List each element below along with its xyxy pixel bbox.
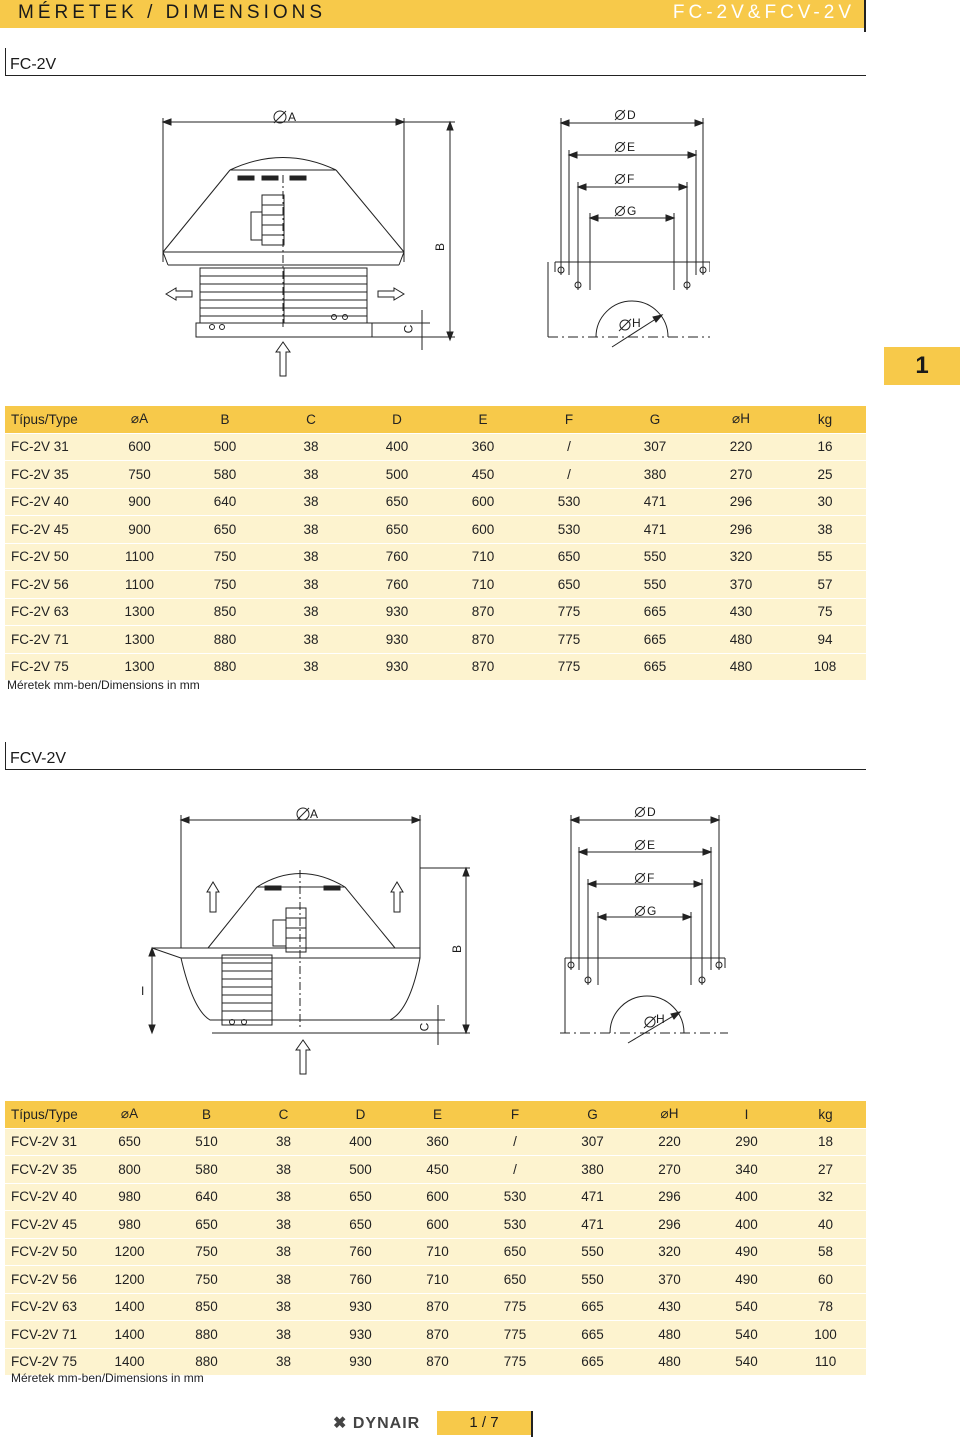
section-title-fcv: FCV-2V: [10, 750, 67, 767]
value-cell: 1200: [91, 1238, 168, 1266]
value-cell: /: [476, 1128, 554, 1156]
value-cell: 38: [268, 461, 354, 489]
value-cell: /: [526, 461, 612, 489]
value-cell: 38: [268, 543, 354, 571]
value-cell: 530: [476, 1211, 554, 1239]
section-title-fc: FC-2V: [10, 56, 57, 73]
value-cell: 500: [354, 461, 440, 489]
col-d: D: [354, 406, 440, 433]
value-cell: 775: [476, 1321, 554, 1349]
value-cell: 650: [322, 1183, 399, 1211]
col-g: G: [612, 406, 698, 433]
model-cell: FC-2V 56: [5, 571, 97, 599]
dim-label-g: G: [647, 904, 657, 918]
dim-label-e: E: [647, 838, 656, 852]
value-cell: 930: [354, 653, 440, 680]
value-cell: 760: [322, 1266, 399, 1294]
brand-logo: ✖ DYNAIR: [333, 1415, 421, 1432]
value-cell: 40: [785, 1211, 866, 1239]
table-header-row: [5, 1101, 866, 1128]
section-rule: [5, 769, 866, 770]
value-cell: 665: [612, 626, 698, 654]
value-cell: 650: [91, 1128, 168, 1156]
value-cell: /: [526, 433, 612, 461]
value-cell: 1400: [91, 1321, 168, 1349]
value-cell: 530: [526, 516, 612, 544]
model-cell: FC-2V 50: [5, 543, 97, 571]
value-cell: 650: [526, 571, 612, 599]
dim-label-d: D: [647, 805, 656, 819]
page-indicator: 1 / 7: [437, 1411, 531, 1435]
table-row: [5, 461, 866, 489]
dim-label-f: F: [627, 172, 635, 186]
value-cell: 400: [354, 433, 440, 461]
page-title: MÉRETEK / DIMENSIONS: [18, 2, 327, 23]
col-i: I: [708, 1101, 785, 1128]
col-f: F: [526, 406, 612, 433]
value-cell: 320: [631, 1238, 708, 1266]
value-cell: 400: [708, 1211, 785, 1239]
dim-label-a: A: [310, 807, 319, 821]
value-cell: 900: [97, 516, 182, 544]
dim-label-h: H: [632, 316, 641, 330]
value-cell: 640: [168, 1183, 245, 1211]
product-code: FC-2V&FCV-2V: [672, 2, 855, 23]
value-cell: 710: [440, 543, 526, 571]
col-b: B: [182, 406, 268, 433]
value-cell: 55: [784, 543, 866, 571]
value-cell: 38: [245, 1266, 322, 1294]
model-cell: FC-2V 31: [5, 433, 97, 461]
model-cell: FCV-2V 31: [5, 1128, 91, 1156]
table-row: [5, 1266, 866, 1294]
value-cell: 600: [399, 1183, 476, 1211]
value-cell: 1100: [97, 571, 182, 599]
value-cell: 38: [268, 571, 354, 599]
value-cell: 38: [268, 516, 354, 544]
value-cell: 550: [554, 1266, 631, 1294]
value-cell: 471: [554, 1211, 631, 1239]
table-row: [5, 1128, 866, 1156]
value-cell: 600: [399, 1211, 476, 1239]
dim-label-b: B: [450, 944, 465, 954]
value-cell: 490: [708, 1238, 785, 1266]
value-cell: 500: [322, 1156, 399, 1184]
value-cell: 270: [698, 461, 784, 489]
value-cell: 38: [245, 1238, 322, 1266]
value-cell: 38: [245, 1321, 322, 1349]
value-cell: 1300: [97, 653, 182, 680]
value-cell: 710: [399, 1266, 476, 1294]
value-cell: 108: [784, 653, 866, 680]
col-type: Típus/Type: [5, 1101, 91, 1128]
dim-label-f: F: [647, 871, 655, 885]
value-cell: 870: [399, 1348, 476, 1375]
value-cell: 750: [168, 1238, 245, 1266]
value-cell: 32: [785, 1183, 866, 1211]
col-g: G: [554, 1101, 631, 1128]
value-cell: 480: [631, 1321, 708, 1349]
model-cell: FCV-2V 50: [5, 1238, 91, 1266]
value-cell: 370: [698, 571, 784, 599]
value-cell: 665: [554, 1293, 631, 1321]
value-cell: 307: [554, 1128, 631, 1156]
value-cell: 296: [631, 1211, 708, 1239]
value-cell: 480: [631, 1348, 708, 1375]
value-cell: 600: [440, 516, 526, 544]
fc-side-view: [163, 111, 455, 376]
value-cell: 38: [245, 1348, 322, 1375]
model-cell: FC-2V 35: [5, 461, 97, 489]
value-cell: 27: [785, 1156, 866, 1184]
value-cell: 665: [612, 598, 698, 626]
value-cell: 30: [784, 488, 866, 516]
value-cell: 710: [399, 1238, 476, 1266]
value-cell: 850: [168, 1293, 245, 1321]
value-cell: 1400: [91, 1348, 168, 1375]
header-divider: [864, 0, 866, 32]
value-cell: 38: [268, 626, 354, 654]
value-cell: 25: [784, 461, 866, 489]
value-cell: 360: [440, 433, 526, 461]
value-cell: 58: [785, 1238, 866, 1266]
value-cell: 900: [97, 488, 182, 516]
fc-2v-drawing: [150, 100, 710, 385]
value-cell: 750: [97, 461, 182, 489]
value-cell: 760: [354, 543, 440, 571]
value-cell: 930: [354, 626, 440, 654]
value-cell: 270: [631, 1156, 708, 1184]
value-cell: 296: [631, 1183, 708, 1211]
value-cell: 540: [708, 1348, 785, 1375]
value-cell: 550: [554, 1238, 631, 1266]
value-cell: 307: [612, 433, 698, 461]
value-cell: 38: [245, 1293, 322, 1321]
value-cell: 370: [631, 1266, 708, 1294]
col-c: C: [245, 1101, 322, 1128]
value-cell: 870: [399, 1321, 476, 1349]
dim-label-e: E: [627, 140, 636, 154]
table-row: [5, 653, 866, 680]
section-marker: [5, 742, 6, 770]
col-a: ⌀A: [91, 1101, 168, 1128]
value-cell: 870: [440, 653, 526, 680]
value-cell: 870: [440, 598, 526, 626]
value-cell: 1200: [91, 1266, 168, 1294]
table-row: [5, 1238, 866, 1266]
value-cell: 870: [399, 1293, 476, 1321]
value-cell: 500: [182, 433, 268, 461]
dim-label-d: D: [627, 108, 636, 122]
value-cell: 380: [554, 1156, 631, 1184]
table-row: [5, 598, 866, 626]
model-cell: FC-2V 75: [5, 653, 97, 680]
value-cell: 850: [182, 598, 268, 626]
value-cell: 400: [708, 1183, 785, 1211]
col-kg: kg: [784, 406, 866, 433]
value-cell: 220: [631, 1128, 708, 1156]
page-number-tab: 1: [884, 347, 960, 385]
value-cell: 78: [785, 1293, 866, 1321]
value-cell: 471: [612, 488, 698, 516]
col-h: ⌀H: [698, 406, 784, 433]
section-rule: [5, 75, 866, 76]
value-cell: 775: [476, 1293, 554, 1321]
value-cell: 430: [698, 598, 784, 626]
value-cell: 1400: [91, 1293, 168, 1321]
value-cell: 75: [784, 598, 866, 626]
value-cell: 800: [91, 1156, 168, 1184]
value-cell: 880: [182, 653, 268, 680]
value-cell: 930: [322, 1293, 399, 1321]
value-cell: 450: [399, 1156, 476, 1184]
value-cell: 320: [698, 543, 784, 571]
value-cell: 650: [354, 516, 440, 544]
value-cell: 600: [97, 433, 182, 461]
value-cell: 880: [182, 626, 268, 654]
table-row: [5, 433, 866, 461]
value-cell: 650: [526, 543, 612, 571]
model-cell: FC-2V 40: [5, 488, 97, 516]
col-h: ⌀H: [631, 1101, 708, 1128]
table-row: [5, 516, 866, 544]
value-cell: 550: [612, 571, 698, 599]
value-cell: 38: [245, 1183, 322, 1211]
value-cell: 380: [612, 461, 698, 489]
dimensions-note: Méretek mm-ben/Dimensions in mm: [7, 678, 200, 692]
col-f: F: [476, 1101, 554, 1128]
value-cell: 750: [168, 1266, 245, 1294]
fc-2v-table: [5, 406, 866, 680]
value-cell: 775: [526, 598, 612, 626]
value-cell: 38: [245, 1211, 322, 1239]
value-cell: 930: [322, 1321, 399, 1349]
value-cell: /: [476, 1156, 554, 1184]
value-cell: 220: [698, 433, 784, 461]
value-cell: 760: [322, 1238, 399, 1266]
value-cell: 360: [399, 1128, 476, 1156]
table-row: [5, 543, 866, 571]
model-cell: FCV-2V 63: [5, 1293, 91, 1321]
value-cell: 550: [612, 543, 698, 571]
col-type: Típus/Type: [5, 406, 97, 433]
fcv-2v-drawing: [140, 795, 730, 1085]
value-cell: 471: [554, 1183, 631, 1211]
table-row: [5, 1321, 866, 1349]
value-cell: 450: [440, 461, 526, 489]
value-cell: 650: [476, 1238, 554, 1266]
value-cell: 38: [784, 516, 866, 544]
value-cell: 580: [182, 461, 268, 489]
value-cell: 490: [708, 1266, 785, 1294]
value-cell: 600: [440, 488, 526, 516]
value-cell: 650: [354, 488, 440, 516]
value-cell: 640: [182, 488, 268, 516]
value-cell: 38: [245, 1156, 322, 1184]
model-cell: FCV-2V 40: [5, 1183, 91, 1211]
table-row: [5, 1156, 866, 1184]
value-cell: 750: [182, 543, 268, 571]
fcv-side-view: [149, 808, 470, 1074]
dim-label-c: C: [417, 1022, 432, 1032]
col-e: E: [440, 406, 526, 433]
value-cell: 100: [785, 1321, 866, 1349]
value-cell: 16: [784, 433, 866, 461]
fcv-2v-table: [5, 1101, 866, 1375]
value-cell: 930: [322, 1348, 399, 1375]
dim-label-g: G: [627, 204, 637, 218]
value-cell: 880: [168, 1348, 245, 1375]
value-cell: 430: [631, 1293, 708, 1321]
value-cell: 60: [785, 1266, 866, 1294]
value-cell: 57: [784, 571, 866, 599]
dimensions-note: Méretek mm-ben/Dimensions in mm: [11, 1371, 204, 1385]
col-b: B: [168, 1101, 245, 1128]
value-cell: 650: [182, 516, 268, 544]
value-cell: 665: [612, 653, 698, 680]
value-cell: 750: [182, 571, 268, 599]
model-cell: FCV-2V 75: [5, 1348, 91, 1375]
value-cell: 530: [526, 488, 612, 516]
value-cell: 340: [708, 1156, 785, 1184]
value-cell: 1100: [97, 543, 182, 571]
value-cell: 665: [554, 1348, 631, 1375]
section-marker: [5, 48, 6, 76]
model-cell: FCV-2V 45: [5, 1211, 91, 1239]
value-cell: 880: [168, 1321, 245, 1349]
value-cell: 471: [612, 516, 698, 544]
dim-label-i: I: [141, 984, 145, 998]
value-cell: 870: [440, 626, 526, 654]
value-cell: 94: [784, 626, 866, 654]
value-cell: 1300: [97, 626, 182, 654]
value-cell: 38: [268, 488, 354, 516]
dim-label-c: C: [401, 324, 416, 334]
col-kg: kg: [785, 1101, 866, 1128]
table-row: [5, 1183, 866, 1211]
value-cell: 650: [168, 1211, 245, 1239]
value-cell: 38: [268, 598, 354, 626]
col-d: D: [322, 1101, 399, 1128]
value-cell: 710: [440, 571, 526, 599]
model-cell: FCV-2V 56: [5, 1266, 91, 1294]
value-cell: 1300: [97, 598, 182, 626]
col-e: E: [399, 1101, 476, 1128]
dim-label-b: B: [433, 242, 448, 252]
model-cell: FC-2V 71: [5, 626, 97, 654]
col-c: C: [268, 406, 354, 433]
value-cell: 290: [708, 1128, 785, 1156]
value-cell: 38: [245, 1128, 322, 1156]
value-cell: 510: [168, 1128, 245, 1156]
value-cell: 980: [91, 1211, 168, 1239]
table-row: [5, 1293, 866, 1321]
value-cell: 38: [268, 433, 354, 461]
value-cell: 110: [785, 1348, 866, 1375]
dim-label-a: A: [288, 110, 297, 124]
value-cell: 540: [708, 1293, 785, 1321]
value-cell: 18: [785, 1128, 866, 1156]
value-cell: 760: [354, 571, 440, 599]
value-cell: 480: [698, 626, 784, 654]
value-cell: 775: [476, 1348, 554, 1375]
footer-divider: [531, 1411, 533, 1437]
value-cell: 540: [708, 1321, 785, 1349]
value-cell: 775: [526, 653, 612, 680]
value-cell: 400: [322, 1128, 399, 1156]
value-cell: 665: [554, 1321, 631, 1349]
value-cell: 580: [168, 1156, 245, 1184]
table-row: [5, 1211, 866, 1239]
table-row: [5, 488, 866, 516]
model-cell: FC-2V 45: [5, 516, 97, 544]
model-cell: FC-2V 63: [5, 598, 97, 626]
value-cell: 38: [268, 653, 354, 680]
model-cell: FCV-2V 71: [5, 1321, 91, 1349]
dim-label-h: H: [656, 1012, 665, 1026]
model-cell: FCV-2V 35: [5, 1156, 91, 1184]
col-a: ⌀A: [97, 406, 182, 433]
value-cell: 930: [354, 598, 440, 626]
value-cell: 296: [698, 516, 784, 544]
fcv-base-view: [560, 815, 728, 1043]
value-cell: 530: [476, 1183, 554, 1211]
table-row: [5, 571, 866, 599]
value-cell: 775: [526, 626, 612, 654]
table-row: [5, 626, 866, 654]
value-cell: 480: [698, 653, 784, 680]
value-cell: 650: [476, 1266, 554, 1294]
value-cell: 296: [698, 488, 784, 516]
value-cell: 980: [91, 1183, 168, 1211]
table-header-row: [5, 406, 866, 433]
value-cell: 650: [322, 1211, 399, 1239]
